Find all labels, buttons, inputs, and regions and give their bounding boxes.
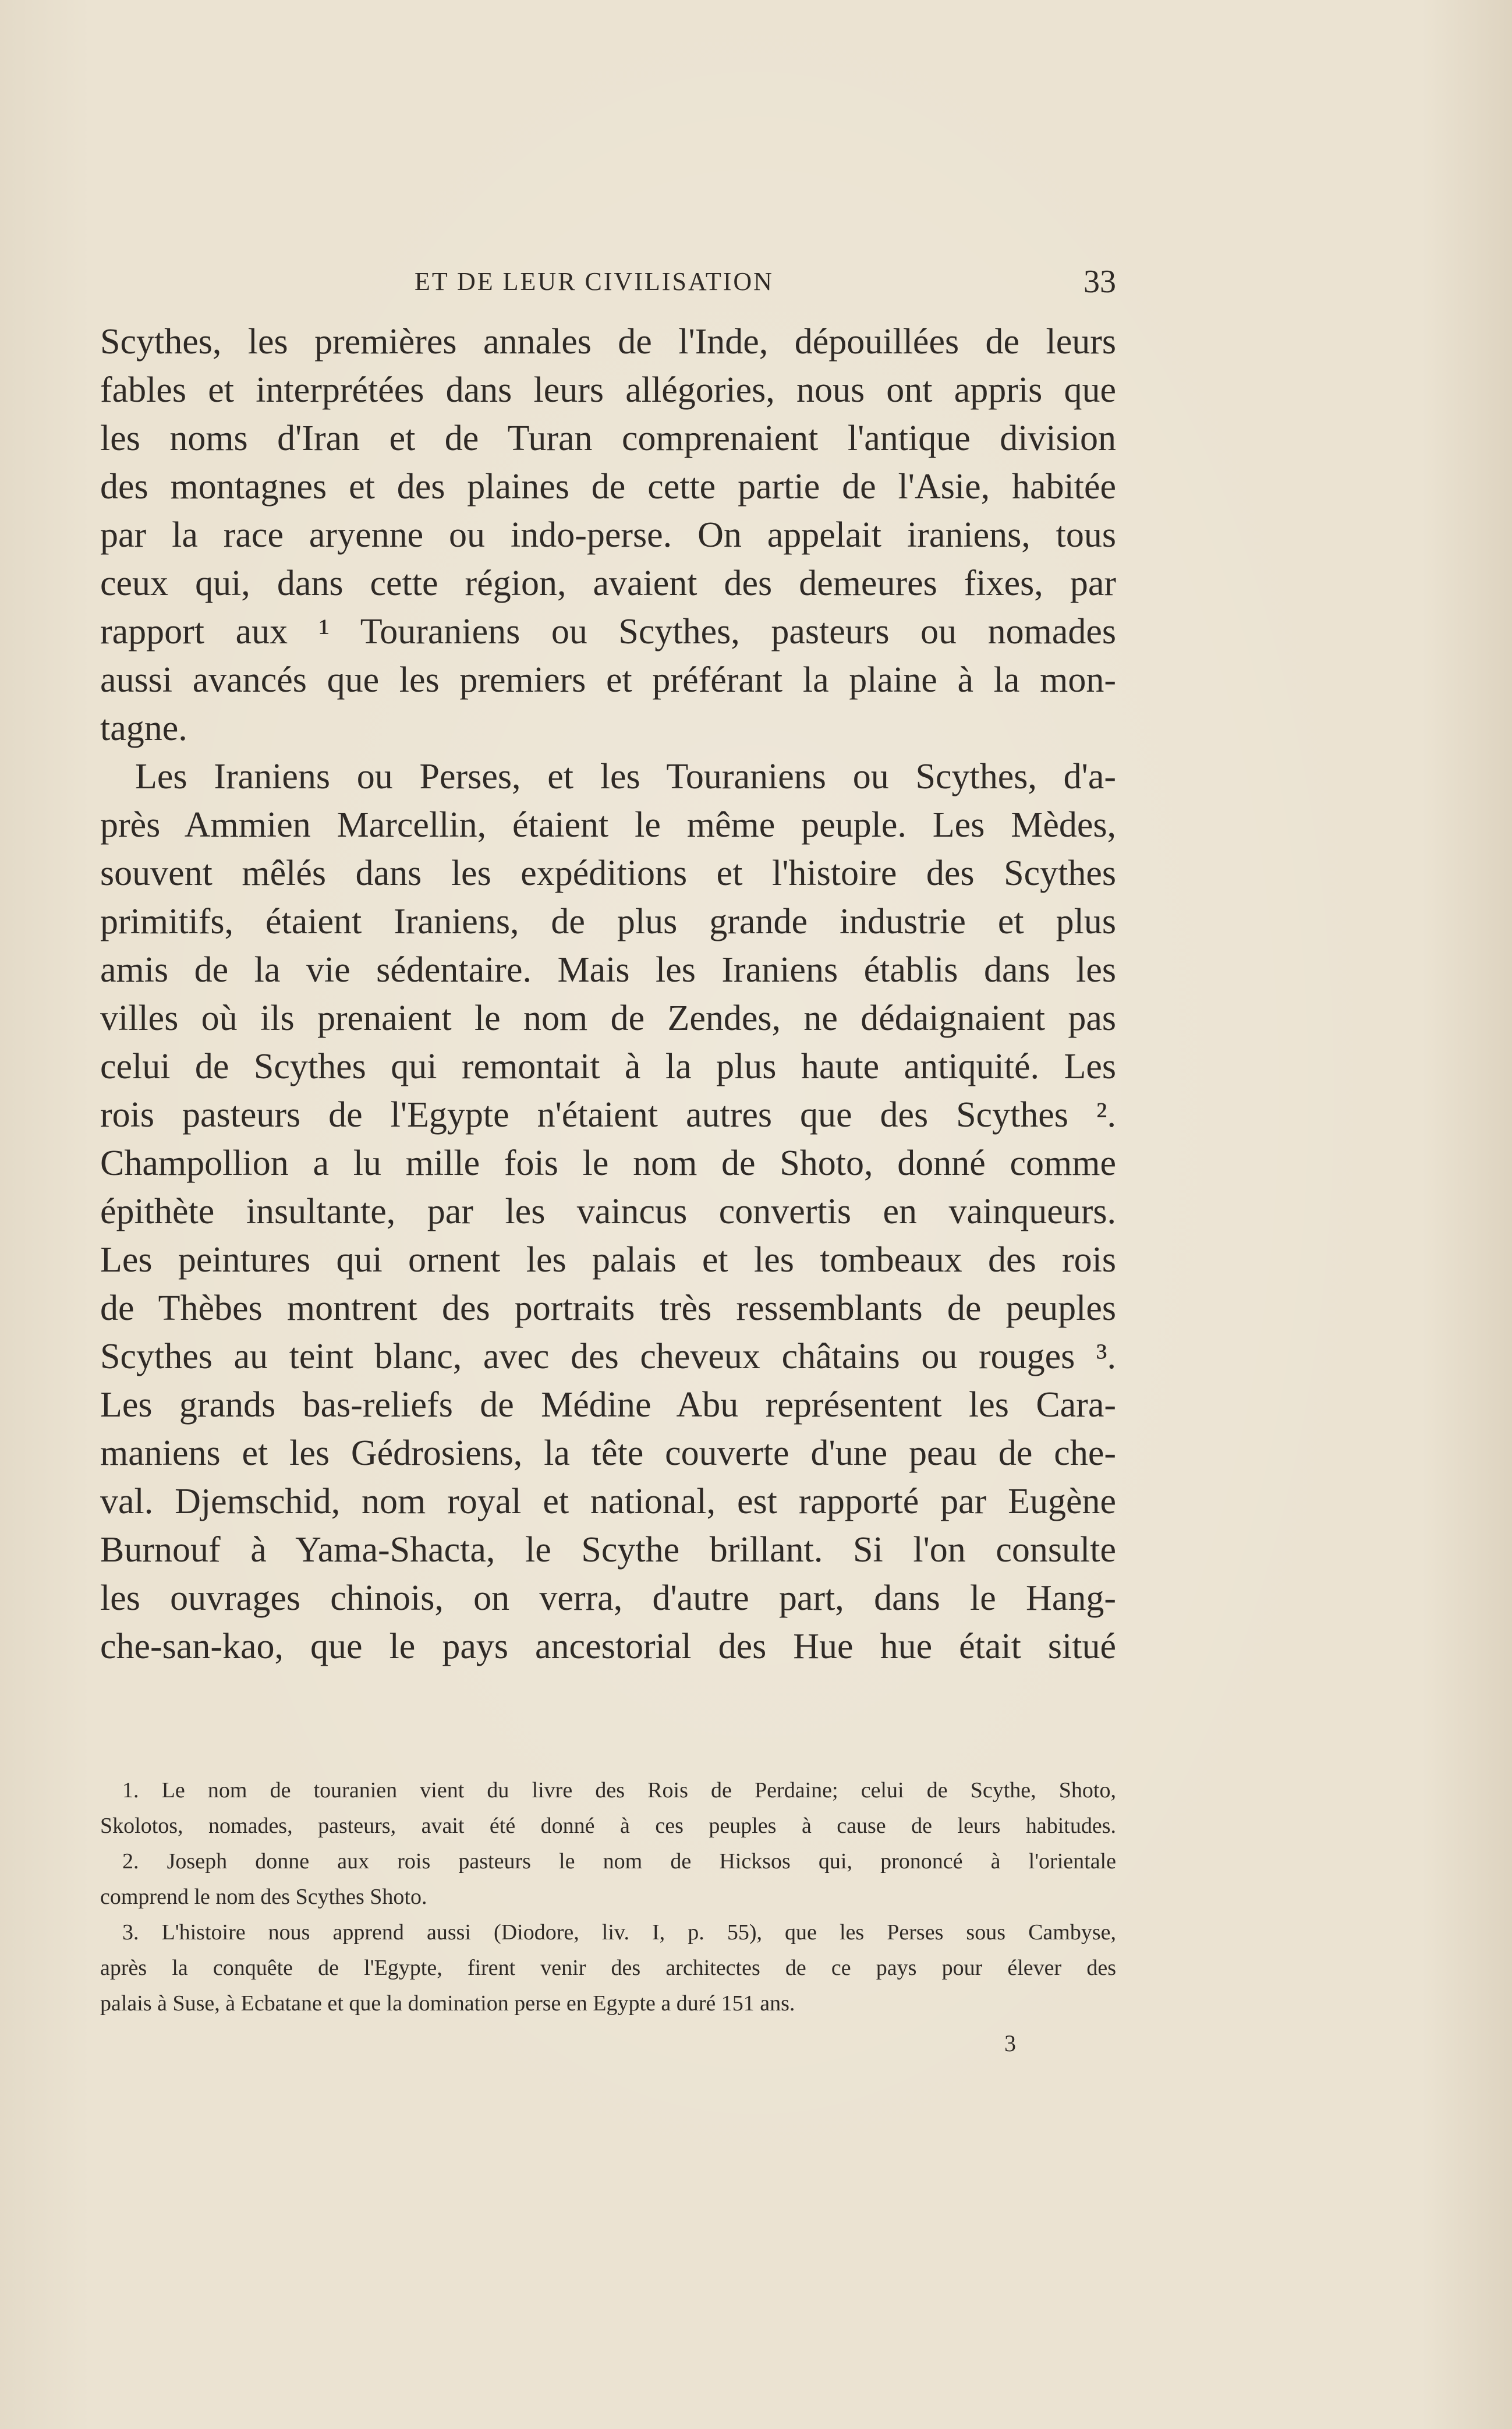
footnotes <box>100 1773 1116 2021</box>
text-line: les ouvrages chinois, on verra, d'autre part, dans le Hang- <box>100 1578 1116 1618</box>
text-line: amis de la vie sédentaire. Mais les Iraniens établis dans les <box>100 950 1116 990</box>
text-line: Les Iraniens ou Perses, et les Touraniens ou Scythes, d'a- <box>135 757 1116 796</box>
text-line: Champollion a lu mille fois le nom de Shoto, donné comme <box>100 1143 1116 1183</box>
text-line: ceux qui, dans cette région, avaient des demeures fixes, par <box>100 564 1116 603</box>
text-line: che-san-kao, que le pays ancestorial des Hue hue était situé <box>100 1627 1116 1666</box>
footnote-line: Skolotos, nomades, pasteurs, avait été donné à ces peuples à cause de leurs habitudes. <box>100 1814 1116 1838</box>
text-line: rapport aux ¹ Touraniens ou Scythes, pasteurs ou nomades <box>100 612 1116 651</box>
footnote-line: comprend le nom des Scythes Shoto. <box>100 1885 427 1909</box>
main-text <box>100 318 1116 1671</box>
text-line: des montagnes et des plaines de cette partie de l'Asie, habitée <box>100 467 1116 507</box>
text-line: Les peintures qui ornent les palais et les tombeaux des rois <box>100 1240 1116 1280</box>
page-header <box>100 263 1116 298</box>
running-title: ET DE LEUR CIVILISATION <box>415 267 774 296</box>
text-line: villes où ils prenaient le nom de Zendes, ne dédaignaient pas <box>100 998 1116 1038</box>
text-line: aussi avancés que les premiers et préférant la plaine à la mon- <box>100 660 1116 700</box>
text-line: tagne. <box>100 709 187 748</box>
text-line: Les grands bas-reliefs de Médine Abu représentent les Cara- <box>100 1385 1116 1425</box>
text-line: primitifs, étaient Iraniens, de plus grande industrie et plus <box>100 902 1116 941</box>
page-number: 33 <box>1083 264 1116 300</box>
signature-mark: 3 <box>1004 2030 1016 2056</box>
footnote-line: 2. Joseph donne aux rois pasteurs le nom de Hicksos qui, prononcé à l'orientale <box>122 1849 1116 1874</box>
footnote-line: 3. L'histoire nous apprend aussi (Diodore, liv. I, p. 55), que les Perses sous Cambyse, <box>122 1920 1116 1945</box>
footnote-line: palais à Suse, à Ecbatane et que la domination perse en Egypte a duré 151 ans. <box>100 1991 795 2016</box>
text-line: près Ammien Marcellin, étaient le même peuple. Les Mèdes, <box>100 805 1116 845</box>
text-line: val. Djemschid, nom royal et national, est rapporté par Eugène <box>100 1482 1116 1521</box>
text-line: les noms d'Iran et de Turan comprenaient l'antique division <box>100 419 1116 458</box>
text-line: Scythes, les premières annales de l'Inde, dépouillées de leurs <box>100 322 1116 362</box>
text-line: de Thèbes montrent des portraits très ressemblants de peuples <box>100 1288 1116 1328</box>
text-line: maniens et les Gédrosiens, la tête couverte d'une peau de che- <box>100 1433 1116 1473</box>
text-line: fables et interprétées dans leurs allégories, nous ont appris que <box>100 370 1116 410</box>
text-line: par la race aryenne ou indo-perse. On appelait iraniens, tous <box>100 515 1116 555</box>
text-line: celui de Scythes qui remontait à la plus haute antiquité. Les <box>100 1047 1116 1086</box>
text-line: Scythes au teint blanc, avec des cheveux châtains ou rouges ³. <box>100 1337 1116 1376</box>
text-line: rois pasteurs de l'Egypte n'étaient autres que des Scythes ². <box>100 1095 1116 1135</box>
footnote-line: après la conquête de l'Egypte, firent venir des architectes de ce pays pour élever des <box>100 1956 1116 1980</box>
text-line: souvent mêlés dans les expéditions et l'histoire des Scythes <box>100 854 1116 893</box>
text-line: épithète insultante, par les vaincus convertis en vainqueurs. <box>100 1192 1116 1231</box>
footnote-line: 1. Le nom de touranien vient du livre des Rois de Perdaine; celui de Scythe, Shoto, <box>122 1778 1116 1803</box>
text-line: Burnouf à Yama-Shacta, le Scythe brillant. Si l'on consulte <box>100 1530 1116 1570</box>
